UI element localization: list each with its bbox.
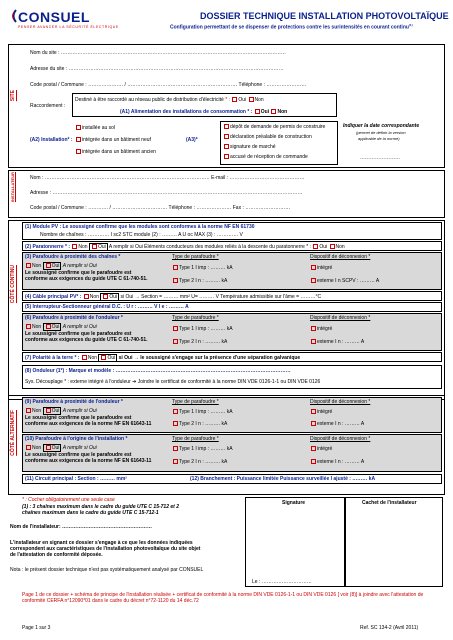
- logo-tagline: PENSER AVANCER LA SÉCURITÉ ÉLECTRIQUE: [18, 25, 119, 29]
- s3-type1: Type 1 I imp : ……… kA: [172, 265, 233, 271]
- s10-deco-header: Dispositif de déconnexion *: [310, 436, 371, 442]
- interrupteur-row[interactable]: (5) Interrupteur-Sectionneur général D.C. : U r : ……… V I e : ……… A: [25, 304, 189, 310]
- s10-nonoui: Non Oui A remplir si Oui: [25, 444, 97, 452]
- page-number: Page 1 sur 3: [22, 625, 51, 631]
- polarite-row: (7) Polarité à la terre * : Non Oui si Oui → le soussigné s'engage sur la présence d'une séparation galvanique: [25, 355, 301, 361]
- s9-type-header: Type de parafoudre *: [172, 399, 219, 405]
- s6-integre: intégré: [310, 326, 332, 332]
- s3-type2: Type 2 I n : ……… kA: [172, 278, 227, 284]
- s6-title: (6) Parafoudre à proximité de l'onduleur *: [25, 315, 123, 321]
- module-pv-title: (1) Module PV : Le soussigné confirme que les modules sont conformes à la norme NF EN 61730: [25, 224, 255, 230]
- s9-non-checkbox[interactable]: [26, 408, 31, 413]
- s3-type2-checkbox[interactable]: [173, 278, 178, 283]
- a3-opt-4: accusé de réception de commande: [223, 154, 308, 160]
- s9-deco-header: Dispositif de déconnexion *: [310, 399, 371, 405]
- s3-externe: externe I n SCPV : ……… A: [310, 278, 379, 284]
- paratonnerre-row: (2) Paratonnerre * : Non Oui A remplir si Oui Éléments conducteurs des modules reliés à la descente du paratonnerre * : Oui Non: [25, 244, 345, 250]
- inst-neuf-checkbox[interactable]: [76, 137, 81, 142]
- s10-type1: Type 1 I imp : ……… kA: [172, 446, 233, 452]
- site-name-field[interactable]: Nom du site : ………………………………………………………………………………………………………………………: [30, 50, 286, 56]
- parat-elem-non-checkbox[interactable]: [330, 244, 335, 249]
- site-postal-field[interactable]: Code postal / Commune : ………………… / ………………………………………………………… Téléphone : ……………………: [30, 82, 307, 88]
- s10-externe: externe I n : ……… A: [310, 459, 364, 465]
- engagement-text: L'installateur en signant ce dossier s'engage à ce que les données indiquées correspondent aux caractéristiques de l'installation photovoltaïque du site objet de l'attestation de conformité déposée.: [10, 540, 201, 558]
- parat-non-checkbox[interactable]: [72, 244, 77, 249]
- cable-row: (4) Câble principal PV* : Non Oui si Oui → Section = ……… mm² U= ……… V Température admissible sur l'âme = ………°C: [25, 294, 322, 300]
- s3-type1-checkbox[interactable]: [173, 265, 178, 270]
- inst-neuf: intégrée dans un bâtiment neuf: [75, 137, 151, 143]
- continu-side-label: CÔTÉ CONTINU: [10, 265, 16, 304]
- inst-ancien: intégrée dans un bâtiment ancien: [75, 149, 156, 155]
- racc-row-1: Destiné à être raccordé au réseau public de distribution d'électricité * : Oui Non: [75, 97, 264, 103]
- s9-conformity: Le soussigné confirme que le parafoudre est conforme aux exigences de la norme NF EN 61643-11: [25, 415, 152, 427]
- s9-type1-checkbox[interactable]: [173, 409, 178, 414]
- logo-mark-icon: [10, 9, 17, 23]
- s9-externe-checkbox[interactable]: [311, 421, 316, 426]
- s10-conformity: Le soussigné confirme que le parafoudre est conforme aux exigences de la norme NF EN 61643-11: [25, 452, 152, 464]
- a3-label: (A3)*: [186, 137, 198, 143]
- s10-oui-checkbox[interactable]: [46, 445, 51, 450]
- s6-deco-header: Dispositif de déconnexion *: [310, 315, 371, 321]
- racc1-non-checkbox[interactable]: [249, 97, 254, 102]
- nota-text: Nota : le présent dossier technique n'est pas systématiquement analysé par CONSUEL: [10, 567, 204, 573]
- s3-non-checkbox[interactable]: [26, 263, 31, 268]
- racc-row-2: (A1) Alimentation des installations de consommation * : Oui Non: [120, 109, 288, 115]
- racc2-non-checkbox[interactable]: [271, 109, 276, 114]
- polarite-oui-checkbox[interactable]: [101, 355, 106, 360]
- site-side-label: SITE: [10, 90, 16, 102]
- site-address-field[interactable]: Adresse du site : …………………………………………………………………………………………………………………: [30, 66, 284, 72]
- page1-note: Page 1 de ce dossier + schéma de principe de l'installation réalisée + certificat de conformité à la norme DIN VDE 0126-1-1 ou DIN VDE 0126 [ voir (8)] à joindre avec l'attestation de conformité CERFA n°12090*01 dans le cadre du décret n°72-1120 du 14 déc.72: [22, 592, 424, 604]
- cable-oui-checkbox[interactable]: [103, 294, 108, 299]
- date-signature-field[interactable]: Le : …………………………: [252, 579, 312, 585]
- parat-elem-oui-checkbox[interactable]: [313, 244, 318, 249]
- s6-externe: externe I n : ……… A: [310, 339, 364, 345]
- s9-oui-checkbox[interactable]: [46, 408, 51, 413]
- s10-integre: intégré: [310, 446, 332, 452]
- s10-externe-checkbox[interactable]: [311, 459, 316, 464]
- racc1-oui-checkbox[interactable]: [232, 97, 237, 102]
- s6-type-header: Type de parafoudre *: [172, 315, 219, 321]
- a2-label: (A2) Installation* :: [30, 137, 73, 143]
- installer-name-field[interactable]: Nom de l'installateur: ………………………………………………: [10, 524, 153, 530]
- a3-declaration-checkbox[interactable]: [224, 134, 229, 139]
- page-subtitle: Configuration permettant de se dispenser de protections contre les surintensités en courant continu$^{(1)}$: [170, 23, 413, 31]
- a3-opt-1: dépôt de demande de permis de construire: [223, 124, 325, 130]
- s6-type2: Type 2 I n : ……… kA: [172, 339, 227, 345]
- circuit-row[interactable]: (11) Circuit principal : Section : ……… mm²: [25, 476, 127, 482]
- s6-externe-checkbox[interactable]: [311, 339, 316, 344]
- s9-type1: Type 1 I imp : ……… kA: [172, 409, 233, 415]
- s6-type1-checkbox[interactable]: [173, 326, 178, 331]
- onduleur-decouplage[interactable]: Sys. Découplage * : externe intégré à l'onduleur ➔ Joindre le certificat de conformité à la norme DIN VDE 0126-1-1 ou DIN VDE 0126: [25, 379, 321, 385]
- cable-non-checkbox[interactable]: [84, 294, 89, 299]
- footnote-2: (1) : 3 chaînes maximum dans le cadre du guide UTE C 15-712 et 2 chaînes maximum dans le cadre du guide UTE C 15-712-1: [22, 504, 179, 516]
- s3-externe-checkbox[interactable]: [311, 278, 316, 283]
- s9-type2-checkbox[interactable]: [173, 421, 178, 426]
- s3-nonoui: Non Oui A remplir si Oui: [25, 262, 97, 270]
- s9-integre: intégré: [310, 409, 332, 415]
- consuel-logo: CONSUEL: [18, 9, 90, 25]
- date-note-2: applicable de la norme): [358, 136, 400, 141]
- branchement-row[interactable]: (12) Branchement : Puissance limitée Puissance surveillée I ajusté : ……… kA: [190, 476, 376, 482]
- date-note-1: (permet de définir la version: [356, 130, 406, 135]
- doc-reference: Ref. SC 134-2 (Avril 2011): [360, 625, 419, 631]
- polarite-non-checkbox[interactable]: [82, 355, 87, 360]
- inst-sol-checkbox[interactable]: [76, 125, 81, 130]
- cachet-box[interactable]: [345, 497, 443, 587]
- s10-title: (10) Parafoudre à l'origine de l'installation *: [25, 436, 128, 442]
- s10-type1-checkbox[interactable]: [173, 446, 178, 451]
- s6-conformity: Le soussigné confirme que le parafoudre est conforme aux exigences du guide UTE C 61-740-51.: [25, 331, 148, 343]
- a3-opt-3: signature de marché: [223, 144, 276, 150]
- inst-postal-field[interactable]: Code postal / Commune : ………… / …………………………… Téléphone : ………………… Fax : ………………………: [30, 205, 291, 211]
- s6-type2-checkbox[interactable]: [173, 339, 178, 344]
- date-title: Indiquer la date correspondante: [343, 123, 420, 129]
- alternatif-side-label: CÔTÉ ALTERNATIF: [10, 410, 16, 456]
- inst-address-field[interactable]: Adresse : ……………………………………………………………………………………………………………………………………: [30, 190, 303, 196]
- s6-nonoui: Non Oui A remplir si Oui: [25, 323, 97, 331]
- parat-oui-checkbox[interactable]: [92, 244, 97, 249]
- signature-box[interactable]: [245, 497, 345, 587]
- inst-ancien-checkbox[interactable]: [76, 149, 81, 154]
- raccordement-label: Raccordement :: [30, 103, 66, 109]
- page-title: DOSSIER TECHNIQUE INSTALLATION PHOTOVOLTAÏQUE: [200, 11, 449, 21]
- s9-title: (9) Parafoudre à proximité de l'onduleur *: [25, 399, 123, 405]
- s10-type2-checkbox[interactable]: [173, 459, 178, 464]
- s3-title: (3) Parafoudre à proximité des chaînes *: [25, 254, 121, 260]
- s3-deco-header: Dispositif de déconnexion *: [310, 254, 371, 260]
- s10-type2: Type 2 I n : ……… kA: [172, 459, 227, 465]
- s3-integre: intégré: [310, 265, 332, 271]
- s6-type1: Type 1 I imp : ……… kA: [172, 326, 233, 332]
- s6-integre-checkbox[interactable]: [311, 326, 316, 331]
- footnote-1: * : Cocher obligatoirement une seule case: [22, 497, 115, 503]
- s10-non-checkbox[interactable]: [26, 445, 31, 450]
- s9-externe: externe I n : ……… A: [310, 421, 364, 427]
- cachet-label: Cachet de l'installateur: [362, 500, 417, 506]
- s6-oui-checkbox[interactable]: [46, 324, 51, 329]
- date-field[interactable]: ……………………: [360, 155, 400, 161]
- s3-oui-checkbox[interactable]: [46, 263, 51, 268]
- onduleur-model[interactable]: (8) Onduleur (1*) : Marque et modèle : ……………………………………………………………………………………………: [25, 368, 291, 374]
- a3-marche-checkbox[interactable]: [224, 144, 229, 149]
- a3-permis-checkbox[interactable]: [224, 124, 229, 129]
- s9-nonoui: Non Oui A remplir si Oui: [25, 407, 97, 415]
- inst-name-field[interactable]: Nom : ……………………………………………………………………………………… E-mail : ………………………………………: [30, 175, 305, 181]
- s6-non-checkbox[interactable]: [26, 324, 31, 329]
- s9-integre-checkbox[interactable]: [311, 409, 316, 414]
- s3-integre-checkbox[interactable]: [311, 265, 316, 270]
- s3-conformity: Le soussigné confirme que le parafoudre est conforme aux exigences du guide UTE C 61-740-51.: [25, 270, 148, 282]
- a3-opt-2: déclaration préalable de construction: [223, 134, 312, 140]
- module-pv-values[interactable]: Nombre de chaînes : …………. I sc2 STC module (2) : ……… A U oc MAX (3) : …………. V: [40, 232, 243, 238]
- signature-label: Signature: [282, 500, 306, 506]
- s9-type2: Type 2 I n : ……… kA: [172, 421, 227, 427]
- s3-type-header: Type de parafoudre *: [172, 254, 219, 260]
- inst-sol: installée au sol: [75, 125, 115, 131]
- racc2-oui-checkbox[interactable]: [255, 109, 260, 114]
- a3-commande-checkbox[interactable]: [224, 154, 229, 159]
- installateur-side-label: INSTALLATEUR: [10, 172, 15, 203]
- s10-integre-checkbox[interactable]: [311, 446, 316, 451]
- s10-type-header: Type de parafoudre *: [172, 436, 219, 442]
